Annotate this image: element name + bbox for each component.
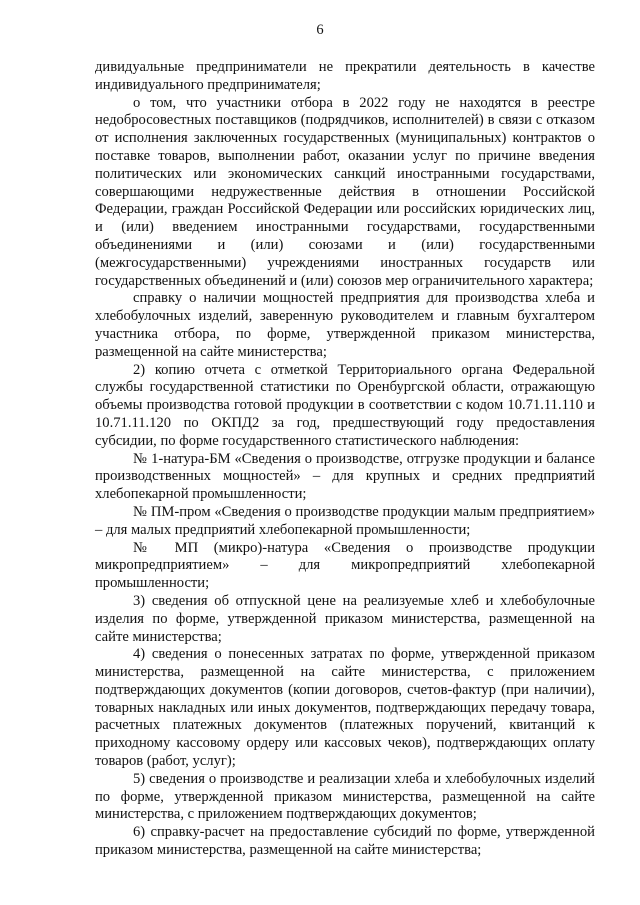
- document-body: [95, 59, 595, 860]
- paragraph-continuation: дивидуальные предприниматели не прекратили деятельность в качестве индивидуального предпринимателя;: [95, 59, 595, 93]
- page-number: 6: [316, 22, 324, 38]
- paragraph-item-6: 6) справку-расчет на предоставление субсидий по форме, утвержденной приказом министерства, размещенной на сайте министерства;: [95, 824, 595, 859]
- paragraph-item-4: 4) сведения о понесенных затратах по форме, утвержденной приказом министерства, размещенной на сайте министерства, с приложением подтверждающих документов (копии договоров, счетов-фактур (при наличии), товарных накладных или иных документов, подтверждающих передачу товара, расчетных платежных документов (платежных поручений, квитанций к приходному кассовому ордеру или кассовых чеков), подтверждающих оплату товаров (работ, услуг);: [95, 646, 595, 770]
- paragraph-item-2: 2) копию отчета с отметкой Территориального органа Федеральной службы государственной статистики по Оренбургской области, отражающую объемы производства готовой продукции в соответствии с кодом 10.71.11.110 и 10.71.11.120 по ОКПД2 за год, предшествующий году предоставления субсидии, по форме государственного статистического наблюдения:: [95, 361, 595, 449]
- paragraph-form-1-natura: № 1-натура-БМ «Сведения о производстве, отгрузке продукции и балансе производственных мощностей» – для крупных и средних предприятий хлебопекарной промышленности;: [95, 450, 595, 503]
- paragraph-item-3: 3) сведения об отпускной цене на реализуемые хлеб и хлебобулочные изделия по форме, утвержденной приказом министерства, размещенной на сайте министерства;: [95, 592, 595, 645]
- paragraph-form-pm-prom: № ПМ-пром «Сведения о производстве продукции малым предприятием» – для малых предприятий хлебопекарной промышленности;: [95, 503, 595, 538]
- paragraph-item-5: 5) сведения о производстве и реализации хлеба и хлебобулочных изделий по форме, утвержденной приказом министерства, размещенной на сайте министерства, с приложением подтверждающих документов;: [95, 770, 595, 823]
- paragraph-form-mp-natura: № МП (микро)-натура «Сведения о производстве продукции микропредприятием» – для микропредприятий хлебопекарной промышленности;: [95, 539, 595, 592]
- paragraph-capacity: справку о наличии мощностей предприятия для производства хлеба и хлебобулочных изделий, заверенную руководителем и главным бухгалтером участника отбора, по форме, утвержденной приказом министерства, размещенной на сайте министерства;: [95, 290, 595, 360]
- paragraph-registry: о том, что участники отбора в 2022 году не находятся в реестре недобросовестных поставщиков (подрядчиков, исполнителей) в связи с отказом от исполнения заключенных государственных (муниципальных) контрактов о поставке товаров, выполнении работ, оказании услуг по причине введения политических или экономических санкций иностранными государствами, совершающими недружественные действия в отношении Российской Федерации, граждан Российской Федерации или российских юридических лиц, и (или) введением иностранными государствами, государственными объединениями и (или) союзами и (или) государственными (межгосударственными) учреждениями иностранных государств или государственных объединений и (или) союзов мер ограничительного характера;: [95, 94, 595, 289]
